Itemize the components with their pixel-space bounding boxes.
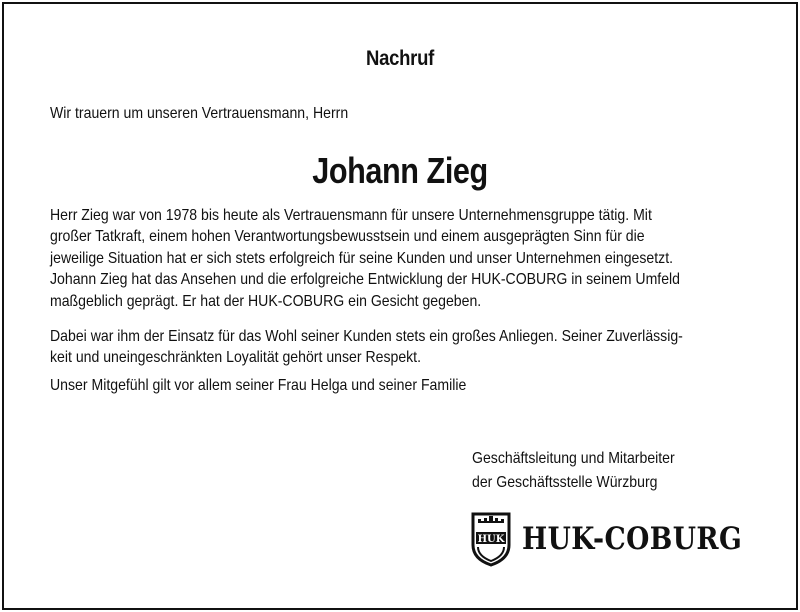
- emblem-text: HUK: [477, 534, 505, 545]
- logo-wordmark: HUK-COBURG: [522, 521, 743, 557]
- signature-line: der Geschäftsstelle Würzburg: [472, 474, 658, 491]
- paragraph-line: Herr Zieg war von 1978 bis heute als Vertrauensmann für unsere Unternehmensgruppe tätig. Mit: [50, 207, 652, 224]
- paragraph-line: Johann Zieg hat das Ansehen und die erfolgreiche Entwicklung der HUK-COBURG in seinem Umfeld: [50, 271, 681, 289]
- intro-line: Wir trauern um unseren Vertrauensmann, Herrn: [50, 105, 349, 122]
- paragraph-line: maßgeblich geprägt. Er hat der HUK-COBURG ein Gesicht gegeben.: [50, 292, 482, 310]
- notice-heading: Nachruf: [366, 47, 434, 70]
- paragraph-line: Unser Mitgefühl gilt vor allem seiner Frau Helga und seiner Familie: [50, 377, 467, 394]
- deceased-name: Johann Zieg: [312, 150, 488, 191]
- paragraph-condolence: [50, 375, 466, 396]
- huk-coburg-logo: [470, 511, 778, 567]
- paragraph-line: Dabei war ihm der Einsatz für das Wohl seiner Kunden stets ein großes Anliegen. Seiner Zuverlässig-: [50, 328, 683, 345]
- paragraph-respect: [50, 326, 683, 369]
- signature-block: [472, 447, 675, 495]
- paragraph-line: großer Tatkraft, einem hohen Verantwortungsbewusstsein und einem ausgeprägten Sinn für die: [50, 228, 645, 246]
- paragraph-line: keit und uneingeschränkten Loyalität gehört unser Respekt.: [50, 349, 422, 367]
- paragraph-line: jeweilige Situation hat er sich stets erfolgreich für seine Kunden und unser Unternehmen eingesetzt.: [50, 249, 674, 267]
- shield-crest-icon: [470, 511, 512, 567]
- paragraph-tribute: [50, 205, 680, 312]
- signature-line: Geschäftsleitung und Mitarbeiter: [472, 450, 675, 467]
